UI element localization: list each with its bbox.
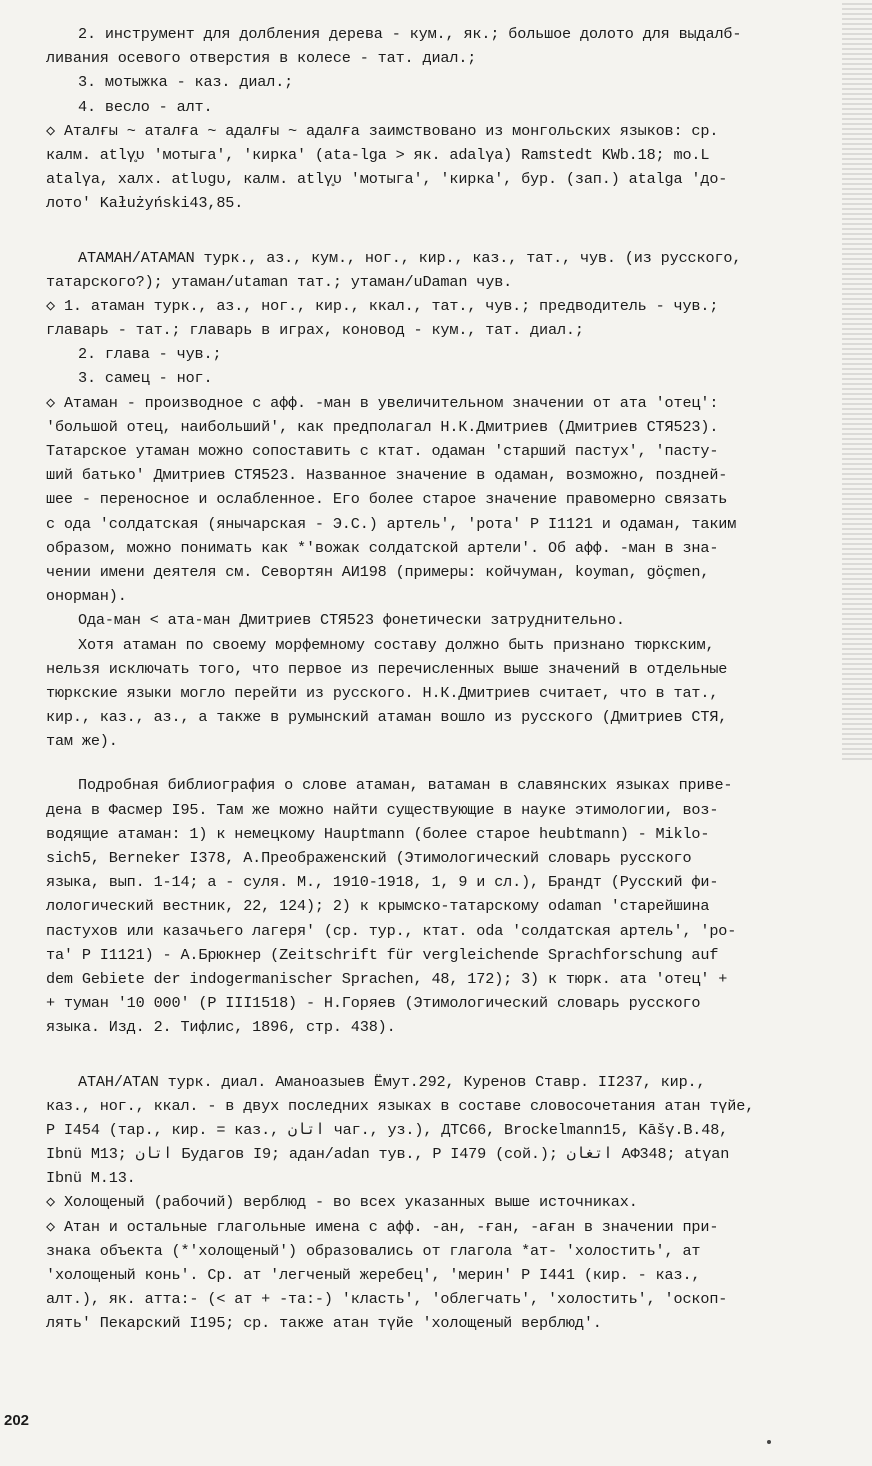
text-line: образом, можно понимать как *'вожак солдатской артели'. Об афф. -ман в зна- — [46, 538, 719, 557]
text-line: 3. мотыжка - каз. диал.; — [78, 73, 294, 92]
scan-speck — [767, 1440, 771, 1444]
text-line: 2. глава - чув.; — [78, 345, 222, 364]
entry-atalgy-continued — [46, 22, 846, 216]
text-line: кир., каз., аз., а также в румынский атаман вошло из русского (Дмитриев СТЯ, — [46, 708, 728, 727]
text-line: языка. Изд. 2. Тифлис, 1896, стр. 438). — [46, 1018, 396, 1037]
text-line: ший батько' Дмитриев СТЯ523. Названное значение в одаман, возможно, поздней- — [46, 466, 728, 485]
text-line: чении имени деятеля см. Севортян АИ198 (примеры: койчуман, koyman, göçmen, — [46, 562, 710, 581]
entry-headword-line: АТАМАН/ATAMAN турк., аз., кум., ног., кир., каз., тат., чув. (из русского, — [78, 248, 742, 267]
text-line: там же). — [46, 732, 118, 751]
text-line: 4. весло - алт. — [78, 97, 213, 116]
text-line: водящие атаман: 1) к немецкому Hauptmann (более старое heubtmann) - Miklo- — [46, 824, 710, 843]
text-line: онорман). — [46, 587, 127, 606]
entry-ataman — [46, 246, 846, 754]
scan-edge-shading — [842, 0, 872, 760]
text-line: Ibnü M13; اتان Будагов I9; адан/adan тув., Р I479 (сой.); اتغان АФ348; atγan — [46, 1145, 730, 1164]
text-line: та' Р I1121) - А.Брюкнер (Zeitschrift für vergleichende Sprachforschung auf — [46, 945, 719, 964]
text-line: лять' Пекарский I195; ср. также атан түйе 'холощеный верблюд'. — [46, 1314, 602, 1333]
text-line: языка, вып. 1-14; а - суля. М., 1910-1918, 1, 9 и сл.), Брандт (Русский фи- — [46, 873, 719, 892]
text-line: татарского?); утаман/utaman тат.; утаман/uDaman чув. — [46, 272, 513, 291]
spacer — [46, 216, 846, 246]
text-line: ◇ Атан и остальные глагольные имена с афф. -ан, -ған, -аған в значении при- — [46, 1217, 719, 1236]
text-line: + туман '10 000' (Р III1518) - Н.Горяев (Этимологический словарь русского — [46, 994, 701, 1013]
page-number: 202 — [4, 1412, 30, 1429]
text-line: дена в Фасмер I95. Там же можно найти существующие в науке этимологии, воз- — [46, 800, 719, 819]
spacer — [46, 753, 846, 773]
text-line: главарь - тат.; главарь в играх, коновод - кум., тат. диал.; — [46, 321, 584, 340]
text-line: ◇ 1. атаман турк., аз., ног., кир., ккал., тат., чув.; предводитель - чув.; — [46, 296, 719, 315]
text-line: ◇ Атаман - производное с афф. -ман в увеличительном значении от ата 'отец': — [46, 393, 719, 412]
text-line: Татарское утаман можно сопоставить с ктат. одаман 'старший пастух', 'пасту- — [46, 442, 719, 460]
text-line: ◇ Холощеный (рабочий) верблюд - во всех указанных выше источниках. — [46, 1193, 638, 1212]
text-line: 'холощеный конь'. Ср. ат 'легченый жеребец', 'мерин' Р I441 (кир. - каз., — [46, 1266, 701, 1284]
text-line: Подробная библиография о слове атаман, ватаман в славянских языках приве- — [78, 776, 733, 795]
text-line: каз., ног., ккал. - в двух последних языках в составе словосочетания атан түйе, — [46, 1096, 755, 1115]
text-line: лологический вестник, 22, 124); 2) к крымско-татарскому odaman 'старейшина — [46, 897, 710, 916]
dictionary-page — [46, 22, 846, 1336]
text-line: 3. самец - ног. — [78, 369, 213, 388]
text-line: нельзя исключать того, что первое из перечисленных выше значений в отдельные — [46, 659, 728, 678]
text-line: Хотя атаман по своему морфемному составу должно быть признано тюркским, — [78, 635, 715, 654]
text-line: Ода-ман < ата-ман Дмитриев СТЯ523 фонетически затруднительно. — [78, 611, 625, 630]
text-line: ◇ Аталғы ~ аталға ~ адалғы ~ адалға заимствовано из монгольских языков: ср. — [46, 121, 719, 140]
spacer — [46, 1040, 846, 1070]
text-line: atalγa, халх. atlʋgʋ, калм. atlγ̥ʋ 'мотыга', 'кирка', бур. (зап.) atalga 'до- — [46, 170, 728, 189]
text-line: Ibnü M.13. — [46, 1169, 136, 1188]
text-line: sich5, Berneker I378, А.Преображенский (Этимологический словарь русского — [46, 849, 692, 867]
text-line: калм. atlγ̥ʋ 'мотыга', 'кирка' (ata-lga > як. adalγa) Ramstedt KWb.18; mo.L — [46, 145, 710, 164]
text-line: с ода 'солдатская (янычарская - Э.С.) артель', 'рота' Р I1121 и одаман, таким — [46, 514, 737, 533]
bibliography-ataman — [46, 773, 846, 1039]
text-line: алт.), як. атта:- (< ат + -та:-) 'класть', 'облегчать', 'холостить', 'оскоп- — [46, 1290, 728, 1309]
text-line: 2. инструмент для долбления дерева - кум., як.; большое долото для выдалб- — [78, 25, 742, 43]
text-line: 'большой отец, наибольший', как предполагал Н.К.Дмитриев (Дмитриев СТЯ523). — [46, 417, 719, 436]
text-line: знака объекта (*'холощеный') образовались от глагола *ат- 'холостить', ат — [46, 1241, 701, 1260]
entry-atan — [46, 1070, 846, 1336]
text-line: пастухов или казачьего лагеря' (ср. тур., ктат. oda 'солдатская артель', 'ро- — [46, 921, 737, 940]
text-line: тюркские языки могло перейти из русского. Н.К.Дмитриев считает, что в тат., — [46, 683, 719, 702]
text-line: Р I454 (тар., кир. = каз., اتان чаг., уз.), ДТС66, Brockelmann15, Kāšγ.B.48, — [46, 1120, 729, 1139]
text-line: dem Gebiete der indogermanischer Sprachen, 48, 172); 3) к тюрк. ата 'отец' + — [46, 969, 728, 988]
text-line: лото' Kałużyński43,85. — [46, 194, 244, 213]
text-line: ливания осевого отверстия в колесе - тат. диал.; — [46, 49, 477, 68]
entry-headword-line: АТАН/ATAN турк. диал. Аманоазыев Ёмут.292, Куренов Ставр. II237, кир., — [78, 1072, 706, 1091]
text-line: шее - переносное и ослабленное. Его более старое значение правомерно связать — [46, 490, 728, 509]
